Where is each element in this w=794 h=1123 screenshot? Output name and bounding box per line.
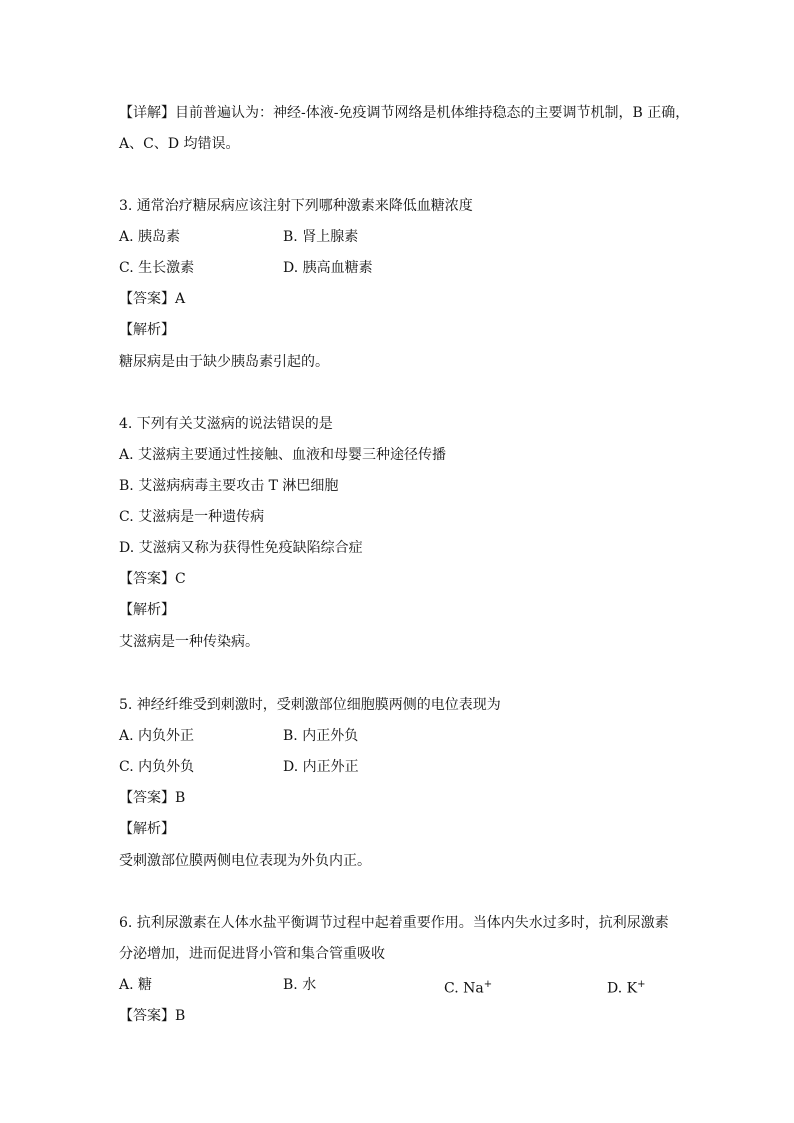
q4-option-a: A. 艾滋病主要通过性接触、血液和母婴三种途径传播 (119, 447, 447, 463)
q3-option-a: A. 胰岛素 (119, 229, 181, 245)
q6-option-d (607, 975, 645, 999)
q3-answer: 【答案】A (119, 291, 186, 307)
q4-option-c: C. 艾滋病是一种遗传病 (119, 509, 265, 525)
q4-answer: 【答案】C (119, 571, 186, 587)
q6-option-b: B. 水 (283, 977, 317, 993)
q5-option-d: D. 内正外正 (283, 759, 359, 775)
q3-analysis: 糖尿病是由于缺少胰岛素引起的。 (119, 354, 329, 370)
q6-option-c (444, 975, 492, 999)
q6-stem-line-1: 6. 抗利尿激素在人体水盐平衡调节过程中起着重要作用。当体内失水过多时，抗利尿激素 (119, 915, 669, 931)
q6-option-d-text: D. K (607, 980, 638, 997)
q6-option-c-text: C. Na (444, 980, 484, 997)
q5-stem: 5. 神经纤维受到刺激时，受刺激部位细胞膜两侧的电位表现为 (119, 697, 501, 713)
q4-option-b: B. 艾滋病病毒主要攻击 T 淋巴细胞 (119, 478, 339, 494)
q3-option-c: C. 生长激素 (119, 260, 195, 276)
q6-answer: 【答案】B (119, 1008, 186, 1024)
q6-option-d-superscript: + (637, 979, 646, 990)
q4-analysis: 艾滋病是一种传染病。 (119, 634, 259, 650)
q4-option-d: D. 艾滋病又称为获得性免疫缺陷综合症 (119, 540, 363, 556)
q3-option-d: D. 胰高血糖素 (283, 260, 373, 276)
q4-stem: 4. 下列有关艾滋病的说法错误的是 (119, 416, 333, 432)
q3-stem: 3. 通常治疗糖尿病应该注射下列哪种激素来降低血糖浓度 (119, 198, 473, 214)
q5-analysis-label: 【解析】 (119, 821, 175, 837)
q5-analysis: 受刺激部位膜两侧电位表现为外负内正。 (119, 853, 371, 869)
q5-option-a: A. 内负外正 (119, 728, 195, 744)
q4-analysis-label: 【解析】 (119, 602, 175, 618)
q3-analysis-label: 【解析】 (119, 322, 175, 338)
detail-line-1: 【详解】目前普遍认为：神经-体液-免疫调节网络是机体维持稳态的主要调节机制，B 正确， (119, 105, 690, 121)
q5-answer: 【答案】B (119, 790, 186, 806)
q3-option-b: B. 肾上腺素 (283, 229, 359, 245)
q6-option-a: A. 糖 (119, 977, 153, 993)
detail-line-2: A、C、D 均错误。 (119, 136, 240, 152)
q5-option-c: C. 内负外负 (119, 759, 195, 775)
q6-stem-line-2: 分泌增加，进而促进肾小管和集合管重吸收 (119, 946, 385, 962)
q6-option-c-superscript: + (483, 979, 493, 990)
q5-option-b: B. 内正外负 (283, 728, 359, 744)
